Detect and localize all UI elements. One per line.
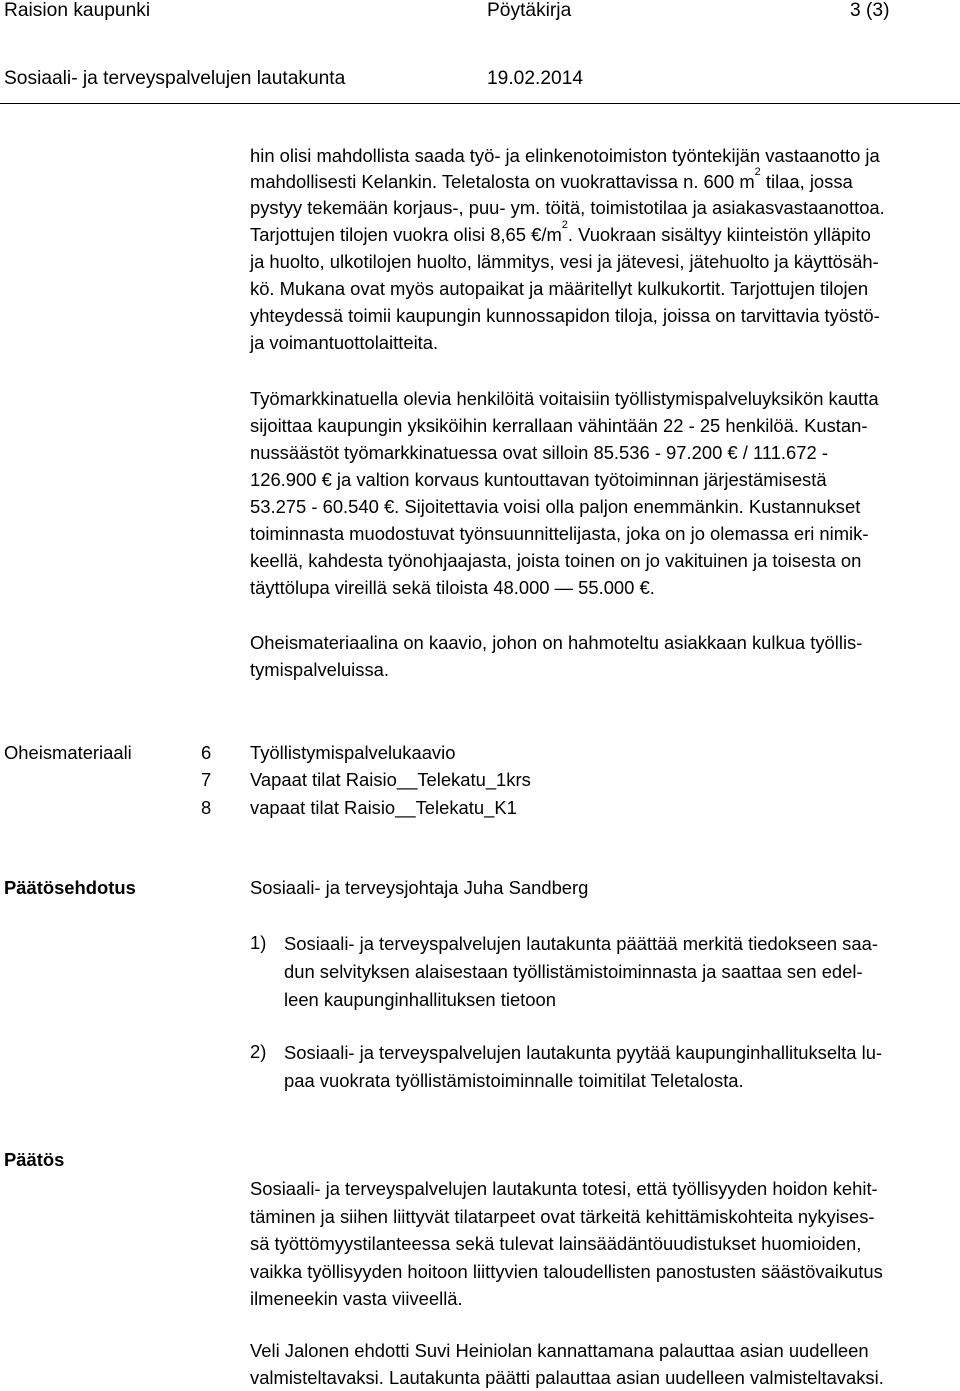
committee-name: Sosiaali- ja terveyspalvelujen lautakunta	[4, 68, 346, 89]
document-type: Pöytäkirja	[487, 0, 572, 21]
text-line: yhteydessä toimii kaupungin kunnossapidon tiloja, joissa on tarvittavia työstö-	[250, 305, 880, 326]
text-line: keellä, kahdesta työnohjaajasta, joista toinen on jo vakituinen ja toisesta on	[250, 550, 862, 571]
text-line: täyttölupa vireillä sekä tiloista 48.000 — 55.000 €.	[250, 577, 655, 598]
proposal-item-number: 2)	[250, 1041, 267, 1062]
text-line: hin olisi mahdollista saada työ- ja elinkenotoimiston työntekijän vastaanotto ja	[250, 145, 880, 166]
text-line: 126.900 € ja valtion korvaus kuntouttavan työtoiminnan järjestämisestä	[250, 469, 827, 490]
proposal-item-text: Sosiaali- ja terveyspalvelujen lautakunta päättää merkitä tiedokseen saa- dun selvityksen alaisestaan työllistämistoiminnasta ja saattaa sen edel- leen kaupunginhallituksen tietoon	[284, 933, 878, 1010]
page-number: 3 (3)	[850, 0, 890, 21]
attachment-number: 7	[201, 769, 212, 790]
meeting-date: 19.02.2014	[487, 68, 584, 89]
text-line: nussäästöt työmarkkinatuessa ovat silloin 85.536 - 97.200 € / 111.672 -	[250, 442, 828, 463]
text-line: kö. Mukana ovat myös autopaikat ja määritellyt kulkukortit. Tarjottujen tilojen	[250, 278, 869, 299]
text-line: ja voimantuottolaitteita.	[250, 332, 439, 353]
attachment-link[interactable]: Työllistymispalvelukaavio	[250, 742, 456, 763]
text-line: Tarjottujen tilojen vuokra olisi 8,65 $€/m^2$. Vuokraan sisältyy kiinteistön ylläpito	[250, 219, 871, 245]
org-name: Raision kaupunki	[4, 0, 151, 21]
proposal-item-text: Sosiaali- ja terveyspalvelujen lautakunta pyytää kaupunginhallitukselta lu- paa vuokrata työllistämistoiminnalle toimitilat Teletalosta.	[284, 1042, 883, 1091]
text-line: Oheismateriaalina on kaavio, johon on hahmoteltu asiakkaan kulkua työllis-	[250, 632, 863, 653]
text-line: ja huolto, ulkotilojen huolto, lämmitys, vesi ja jätevesi, jätehuolto ja käyttösäh-	[250, 251, 879, 272]
text-line: mahdollisesti Kelankin. Teletalosta on vuokrattavissa n. 600 $m^2$ tilaa, jossa	[250, 166, 853, 192]
header-divider	[0, 103, 960, 104]
attachment-number: 6	[201, 742, 212, 763]
proposal-item-number: 1)	[250, 932, 267, 953]
decision-paragraph: Veli Jalonen ehdotti Suvi Heiniolan kannattamana palauttaa asian uudelleen valmisteltavaksi. Lautakunta päätti palauttaa asian uudelleen valmisteltavaksi.	[250, 1340, 884, 1388]
text-line: 53.275 - 60.540 €. Sijoitettavia voisi olla paljon enemmänkin. Kustannukset	[250, 496, 861, 517]
decision-paragraph: Sosiaali- ja terveyspalvelujen lautakunta totesi, että työllisyyden hoidon kehit- täminen ja siihen liittyvät tilatarpeet ovat tärkeitä kehittämiskohteita nykyises- sä työttömyystilanteessa sekä tulevat lainsäädäntöuudistukset huomioiden, vaikka työllisyyden hoitoon liittyvien taloudellisten panostusten säästövaikutus ilmeneekin vasta viiveellä.	[250, 1178, 883, 1309]
proposal-label: Päätösehdotus	[4, 877, 136, 898]
decision-label: Päätös	[4, 1149, 65, 1170]
text-line: tymispalveluissa.	[250, 659, 389, 680]
attachment-link[interactable]: Vapaat tilat Raisio__Telekatu_1krs	[250, 769, 531, 790]
proposal-presenter: Sosiaali- ja terveysjohtaja Juha Sandberg	[250, 877, 589, 898]
attachment-link[interactable]: vapaat tilat Raisio__Telekatu_K1	[250, 797, 517, 818]
attachments-label: Oheismateriaali	[4, 742, 132, 763]
attachment-number: 8	[201, 797, 212, 818]
text-line: pystyy tekemään korjaus-, puu- ym. töitä, toimistotilaa ja asiakasvastaanottoa.	[250, 197, 885, 218]
text-line: toiminnasta muodostuvat työnsuunnittelijasta, joka on jo olemassa eri nimik-	[250, 523, 869, 544]
text-line: sijoittaa kaupungin yksiköihin kerrallaan vähintään 22 - 25 henkilöä. Kustan-	[250, 415, 868, 436]
text-line: Työmarkkinatuella olevia henkilöitä voitaisiin työllistymispalveluyksikön kautta	[250, 388, 879, 409]
